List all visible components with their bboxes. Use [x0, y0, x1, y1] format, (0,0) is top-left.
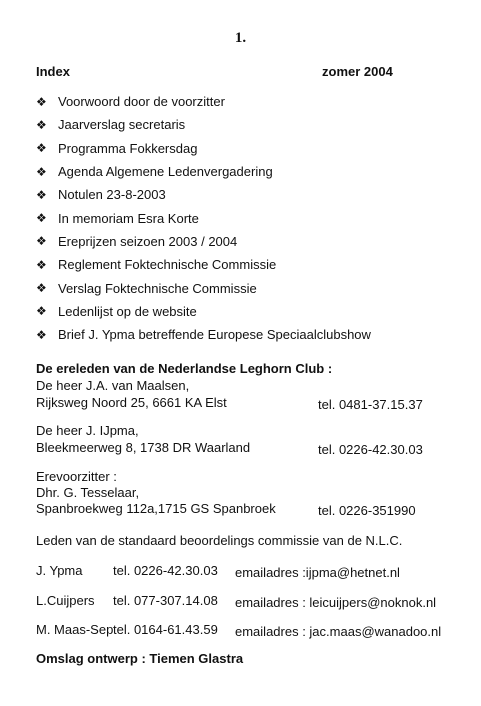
erevoorzitter-label: Erevoorzitter :: [36, 469, 117, 484]
index-item: ❖ Jaarverslag secretaris: [36, 117, 186, 133]
four-diamond-bullet-icon: ❖: [36, 281, 47, 296]
honorary-member-name: De heer J. IJpma,: [36, 423, 139, 438]
index-title: Index: [36, 64, 70, 79]
season-label: zomer 2004: [322, 64, 393, 79]
four-diamond-bullet-icon: ❖: [36, 141, 47, 156]
commission-member-tel: tel. 0164-61.43.59: [113, 622, 218, 637]
index-item: ❖ Programma Fokkersdag: [36, 140, 198, 156]
four-diamond-bullet-icon: ❖: [36, 327, 47, 342]
honorary-member-tel: tel. 0481-37.15.37: [318, 397, 423, 412]
four-diamond-bullet-icon: ❖: [36, 94, 47, 109]
honorary-member-tel: tel. 0226-42.30.03: [318, 442, 423, 457]
commission-member-name: L.Cuijpers: [36, 593, 95, 608]
commission-member-email: emailadres : leicuijpers@noknok.nl: [235, 595, 437, 610]
index-item: ❖ Ereprijzen seizoen 2003 / 2004: [36, 233, 238, 249]
index-item: ❖ Agenda Algemene Ledenvergadering: [36, 164, 273, 180]
index-item: ❖ Brief J. Ypma betreffende Europese Speciaalclubshow: [36, 327, 371, 343]
honorary-members-title: De ereleden van de Nederlandse Leghorn Club :: [36, 361, 333, 376]
cover-credit-label: Omslag ontwerp :: [36, 651, 146, 666]
cover-credit-designer: Tiemen Glastra: [149, 651, 244, 666]
honorary-member-address: Bleekmeerweg 8, 1738 DR Waarland: [36, 440, 251, 455]
honorary-member-name: De heer J.A. van Maalsen,: [36, 378, 190, 393]
four-diamond-bullet-icon: ❖: [36, 211, 47, 226]
honorary-member-address: Rijksweg Noord 25, 6661 KA Elst: [36, 395, 227, 410]
erevoorzitter-name: Dhr. G. Tesselaar,: [36, 485, 140, 500]
index-item: ❖ Notulen 23-8-2003: [36, 187, 166, 203]
cover-credit: [36, 651, 243, 666]
commission-member-email: emailadres :ijpma@hetnet.nl: [235, 565, 400, 580]
commission-member-tel: tel. 0226-42.30.03: [113, 563, 218, 578]
erevoorzitter-tel: tel. 0226-351990: [318, 503, 416, 518]
index-item: ❖ Verslag Foktechnische Commissie: [36, 280, 257, 296]
index-list: [36, 90, 456, 346]
four-diamond-bullet-icon: ❖: [36, 234, 47, 249]
index-item: ❖ In memoriam Esra Korte: [36, 210, 199, 226]
four-diamond-bullet-icon: ❖: [36, 257, 47, 272]
commission-member-email: emailadres : jac.maas@wanadoo.nl: [235, 624, 442, 639]
commission-member-tel: tel. 077-307.14.08: [113, 593, 218, 608]
index-item: ❖ Reglement Foktechnische Commissie: [36, 257, 277, 273]
four-diamond-bullet-icon: ❖: [36, 187, 47, 202]
four-diamond-bullet-icon: ❖: [36, 117, 47, 132]
erevoorzitter-address: Spanbroekweg 112a,1715 GS Spanbroek: [36, 501, 276, 516]
index-item: ❖ Voorwoord door de voorzitter: [36, 94, 225, 110]
page-number: 1.: [234, 30, 247, 46]
commission-heading: Leden van de standaard beoordelings commissie van de N.L.C.: [36, 533, 403, 548]
commission-member-name: M. Maas-Sep: [36, 622, 114, 637]
commission-member-name: J. Ypma: [36, 563, 83, 578]
index-item: ❖ Ledenlijst op de website: [36, 303, 197, 319]
four-diamond-bullet-icon: ❖: [36, 164, 47, 179]
four-diamond-bullet-icon: ❖: [36, 304, 47, 319]
